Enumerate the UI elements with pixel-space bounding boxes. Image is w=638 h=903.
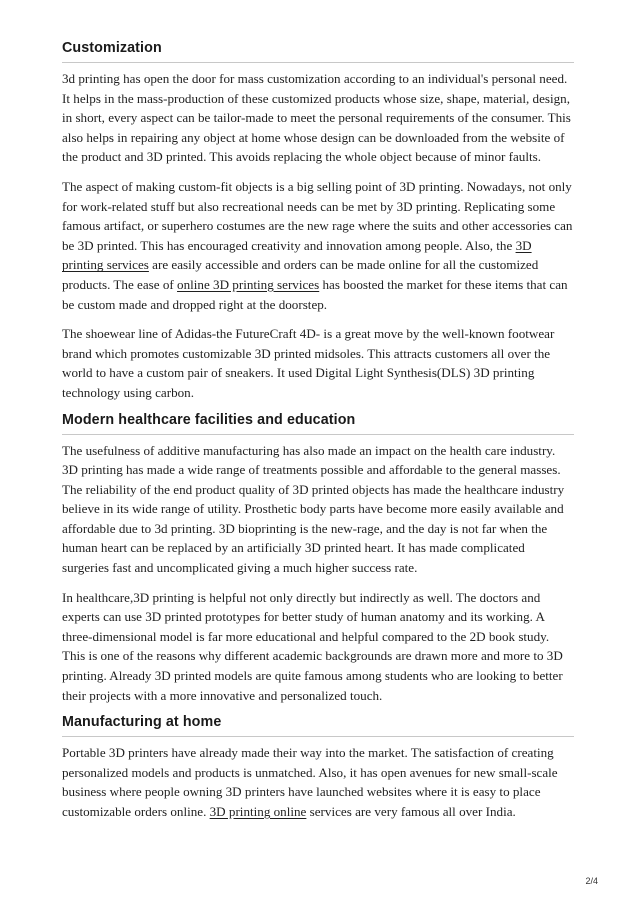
paragraph-text: are easily accessible and orders can be made online for all the customized products. The ease of — [62, 257, 539, 292]
paragraph-text: Portable 3D printers have already made their way into the market. The satisfaction of creating personalized models and products is unmatched. Also, it has open avenues for new small-scale business where people owning 3D printers have launched websites where it is easy to place customizable orders online. — [62, 745, 558, 819]
paragraph — [62, 324, 574, 402]
paragraph-text: has boosted the market for these items that can be custom made and dropped right at the doorstep. — [62, 276, 568, 312]
section-manufacturing-at-home — [62, 714, 574, 821]
paragraph — [62, 441, 574, 578]
link-3d-printing-services[interactable]: 3D printing services — [62, 237, 532, 273]
paragraph-text: services are very famous all over India. — [306, 804, 516, 819]
paragraph — [62, 177, 574, 314]
page-number: 2/4 — [585, 876, 598, 886]
paragraph-text: The aspect of making custom-fit objects is a big selling point of 3D printing. Nowadays, not only for work-related stuff but also recreational needs can be met by 3D printing. Replicating some famous artifact, or superhero costumes are the new rage where the suits and other accessories can be 3D printed. This has encouraged creativity and innovation among people. Also, the — [62, 178, 573, 253]
paragraph-text: The usefulness of additive manufacturing has also made an impact on the health care industry. 3D printing has made a wide range of treatments possible and affordable to the general masses. The reliability of the end product quality of 3D printed objects has made the healthcare industry believe in its wide range of utility. Prosthetic body parts have become more easily available and affordable due to 3d printing. 3D bioprinting is the new-rage, and the day is not far when the human heart can be replaced by an artificially 3D printed heart. It has made complicated surgeries fast and uncomplicated giving a much higher success rate. — [62, 442, 565, 576]
paragraph-text: The shoewear line of Adidas-the FutureCraft 4D- is a great move by the well-known footwear brand which promotes customizable 3D printed midsoles. This attracts customers all over the world to have a custom pair of sneakers. It used Digital Light Synthesis(DLS) 3D printing technology using carbon. — [62, 326, 555, 400]
paragraph — [62, 69, 574, 167]
section-customization — [62, 40, 574, 403]
section-healthcare — [62, 412, 574, 706]
link-online-3d-printing-services[interactable]: online 3D printing services — [177, 276, 320, 292]
section-heading-healthcare: Modern healthcare facilities and education — [62, 412, 574, 435]
document-page — [62, 40, 574, 831]
paragraph — [62, 588, 574, 706]
section-heading-customization: Customization — [62, 40, 574, 63]
section-heading-manufacturing-at-home: Manufacturing at home — [62, 714, 574, 737]
link-3d-printing-online[interactable]: 3D printing online — [209, 804, 307, 819]
paragraph — [62, 743, 574, 821]
paragraph-text: In healthcare,3D printing is helpful not only directly but indirectly as well. The doctors and experts can use 3D printed prototypes for better study of human anatomy and its working. A three-dimensional model is far more educational and helpful compared to the 2D book study. This is one of the reasons why different academic backgrounds are drawn more and more to 3D printing. Already 3D printed models are quite famous among students who are looking to better their projects with a more innovative and personalized touch. — [62, 589, 563, 703]
paragraph-text: 3d printing has open the door for mass customization according to an individual's personal need. It helps in the mass-production of these customized products whose size, shape, material, design, in short, every aspect can be tailor-made to meet the personal requirements of the consumer. This also helps in repairing any object at home whose design can be downloaded from the website of the product and 3D printed. This avoids replacing the whole object because of minor faults. — [62, 71, 571, 165]
